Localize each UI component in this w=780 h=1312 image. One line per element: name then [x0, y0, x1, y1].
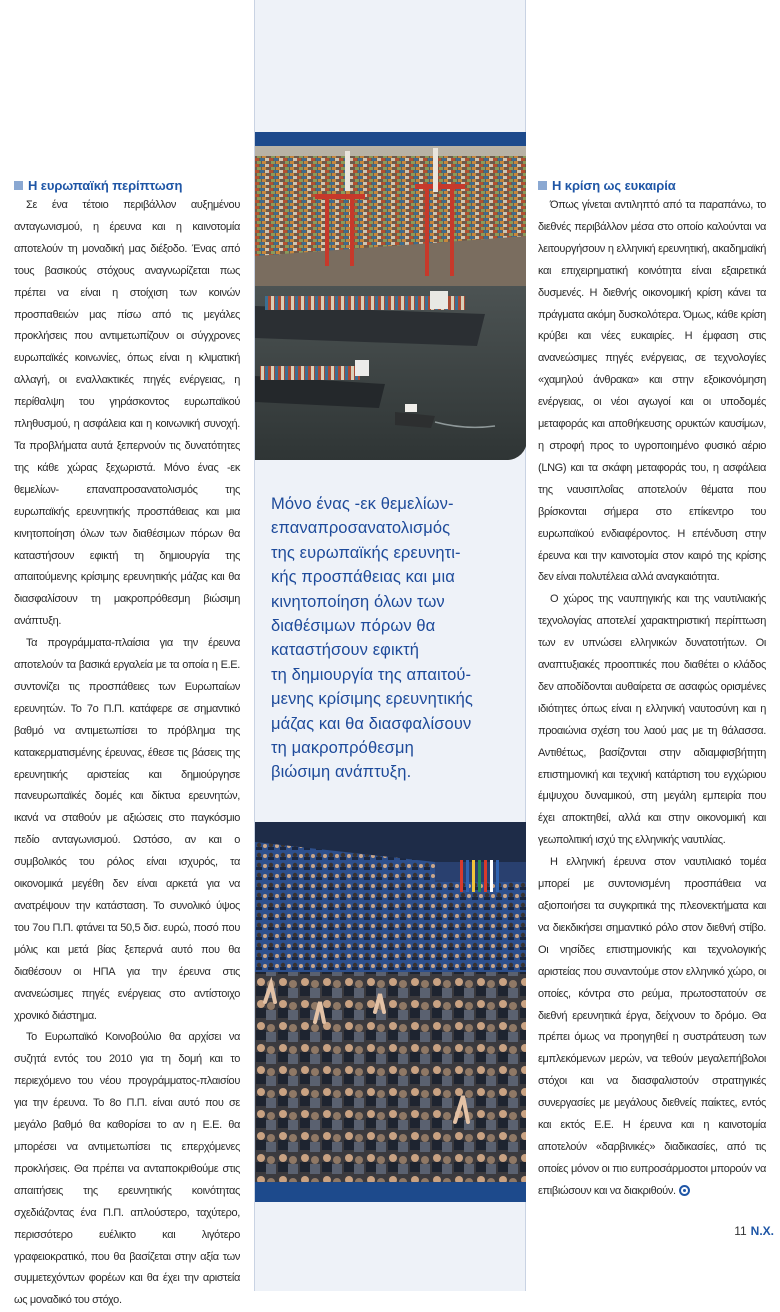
pull-quote-line: βιώσιμη ανάπτυξη. [271, 763, 412, 782]
middle-column [254, 0, 526, 1291]
pull-quote-line: τη δημιουργία της απαιτού- [271, 665, 472, 684]
section-heading [538, 178, 766, 193]
pull-quote-line: τη μακροπρόθεσμη [271, 739, 414, 758]
paragraph: Όπως γίνεται αντιληπτό από τα παραπάνω, το διεθνές περιβάλλον μέσα στο οποίο καλούνται να λειτουργήσουν η ελληνική ερευνητική, ακαδημαϊκή και επιχειρηματική κοινότητα είναι εξαιρετικά δυσμενές. Η διεθνής οικονομική κρίση κάνει τα πράγματα ακόμη δυσκολότερα. Όμως, κάθε κρίση κρύβει και νέες ευκαιρίες. Η έμφαση στις ανανεώσιμες πηγές ενέργειας, σε τεχνολογίες «χαμηλού άνθρακα» και στην εξοικονόμηση ενέργειας, οι νέοι αγωγοί και οι υποδομές μεταφοράς και αποθήκευσης ορυκτών καυσίμων, η στροφή προς το υγροποιημένο φυσικό αέριο (LNG) και τα σκάφη μεταφοράς του, η ασφάλεια της ναυσιπλοΐας αποτελούν θέματα που βρίσκονται σήμερα στο επίκεντρο του ευρωπαϊκού ενδιαφέροντος. Η επένδυση στην έρευνα και την καινοτομία στον καιρό της κρίσης δεν είναι πολυτέλεια αλλά αναγκαιότητα. [538, 199, 766, 584]
bullet-square-icon [538, 181, 547, 190]
publication-brand: Ν.Χ. [750, 1224, 774, 1238]
parliament-illustration [255, 822, 527, 1202]
pull-quote-line: επαναπροσανατολισμός [271, 519, 451, 538]
right-column [526, 0, 780, 1291]
pull-quote-line: καταστήσουν εφικτή [271, 641, 419, 660]
heading-text: Η ευρωπαϊκή περίπτωση [28, 178, 183, 193]
page-number: 11 [734, 1224, 747, 1238]
paragraph: Σε ένα τέτοιο περιβάλλον αυξημένου ανταγωνισμού, η έρευνα και η καινοτομία αποτελούν τη μοναδική μας διέξοδο. Ένας από τους βασικούς στόχους αναγνωρίζεται πως πρέπει να είναι η στοίχιση των κοινών προσπαθειών μας πίσω από τις μεγάλες προκλήσεις που αντιμετωπίζουν οι σύγχρονες ευρωπαϊκές κοινωνίες, όπως είναι η κλιματική αλλαγή, οι εναλλακτικές πηγές ενέργειας, η περίθαλψη του γηράσκοντος ευρωπαϊκού πληθυσμού, η ασφάλεια και η κοινωνική συνοχή. Τα προβλήματα αυτά ξεπερνούν τις δυνατότητες της κάθε χώρας ξεχωριστά. Μόνο ένας -εκ θεμελίων- επαναπροσανατολισμός της ευρωπαϊκής ερευνητικής προσπάθειας και μια κινητοποίηση όλων των διαθέσιμων πόρων θα καταστήσουν εφικτή τη δημιουργία της απαιτούμενης κρίσιμης ερευνητικής μάζας και θα διασφαλίσουν τη μακροπρόθεσμη βιώσιμη ανάπτυξη. [14, 199, 240, 628]
heading-text: Η κρίση ως ευκαιρία [552, 178, 676, 193]
section-crisis-opportunity [538, 178, 766, 1203]
paragraph-text: Η ελληνική έρευνα στον ναυτιλιακό τομέα μπορεί με συντονισμένη προσπάθεια να αξιοποιήσει τα συγκριτικά της πλεονεκτήματα και να διεκδικήσει σημαντικό ρόλο στον διεθνή στίβο. Οι νησίδες επιστημονικής και τεχνολογικής αριστείας που συναντούμε στον ελληνικό χώρο, οι οποίες, κόντρα στο ρεύμα, πρωτοστατούν σε διεθνή ερευνητικά έργα, δείχνουν το δρόμο. Θα πρέπει όμως να προηγηθεί η συστράτευση των εμπλεκόμενων μερών, να τεθούν μεγαλεπήβολοι στόχοι και να διασφαλιστούν στρατηγικές συνεργασίες με μεγάλους διεθνείς παίκτες, εντός και εκτός Ε.Ε. Η έρευνα και η καινοτομία αποτελούν «δαρβινικές» διαδικασίες, από τις οποίες μόνον οι πιο ευπροσάρμοστοι μπορούν να επιβιώσουν και να διακριθούν. [538, 856, 766, 1197]
paragraph: Τα προγράμματα-πλαίσια για την έρευνα αποτελούν τα βασικά εργαλεία με τα οποία η Ε.Ε. συντονίζει τις προσπάθειες των Ευρωπαίων ερευνητών. Το 7ο Π.Π. κατάφερε σε σημαντικό βαθμό να αντιμετωπίσει το πρόβλημα της κατακερματισμένης έρευνας, έθεσε τις βάσεις της ερευνητικής αριστείας και δημιούργησε πανευρωπαϊκές δομές και δίκτυα ερευνητών, ικανά να σταθούν με αξιώσεις στο παγκόσμιο πεδίο ανταγωνισμού. Ωστόσο, αν και ο συμβολικός του ρόλος είναι ισχυρός, τα οικονομικά μεγέθη δεν είναι αρκετά για να ανατρέψουν την κατάσταση. Το συνολικό ύψος του 7ου Π.Π. φτάνει τα 50,5 δισ. ευρώ, ποσό που μόλις και μετά βίας ξεπερνά αυτό που θα διαθέσουν οι ΗΠΑ για την έρευνα στις ανανεώσιμες πηγές ενέργειας στο αντίστοιχο χρονικό διάστημα. [14, 637, 240, 1022]
pull-quote-line: της ευρωπαϊκής ερευνητι- [271, 543, 461, 562]
paragraph: Ο χώρος της ναυπηγικής και της ναυτιλιακής τεχνολογίας αποτελεί χαρακτηριστική περίπτωση των εν υπνώσει ελληνικών δυνατοτήτων. Οι αναπτυξιακές προοπτικές που διαθέτει ο κλάδος δεν αποδίδονται αυθαίρετα σε ασαφώς ορισμένες ιδιότητες όπως είναι η ελληνική ναυτοσύνη και η προαιώνια σχέση του λαού μας με τη θάλασσα. Αντιθέτως, βασίζονται στην αδιαμφισβήτητη επιστημονική και τεχνική κατάρτιση του εγχώριου έμψυχου δυναμικού, στη μεγάλη εμπειρία που έχει αποκτηθεί, αλλά και στην οικονομική και γεωπολιτική ισχύ της ελληνικής ναυτιλίας. [538, 593, 766, 847]
section-heading [14, 178, 240, 193]
paragraph [538, 852, 766, 1203]
article-body [538, 195, 766, 1203]
container-port-photo [255, 132, 527, 460]
paragraph: Το Ευρωπαϊκό Κοινοβούλιο θα αρχίσει να συζητά εντός του 2010 για τη δομή και το περιεχόμενο του νέου προγράμματος-πλαισίου για την έρευνα. Το 8ο Π.Π. είναι αυτό που σε μεγάλο βαθμό θα καθορίσει το αν η Ε.Ε. θα μπορέσει να αντιμετωπίσει τις επερχόμενες προκλήσεις. Θα πρέπει να ανταποκριθούμε στις απαιτήσεις της ερευνητικής κοινότητας σχεδιάζοντας ένα Π.Π. απλούστερο, ταχύτερο, περισσότερο ευέλικτο και λιγότερο γραφειοκρατικό, που θα βασίζεται στην αξία των συμμετεχόντων φορέων και θα έχει την αριστεία ως μοναδικό του στόχο. [14, 1031, 240, 1307]
pull-quote-line: κής προσπάθειας και μια [271, 568, 455, 587]
pull-quote-line: διαθέσιμων πόρων θα [271, 617, 436, 636]
page-footer [734, 1224, 774, 1238]
pull-quote-line: μάζας και θα διασφαλίσουν [271, 714, 472, 733]
pull-quote-line: μενης κρίσιμης ερευνητικής [271, 690, 473, 709]
pull-quote-line: Μόνο ένας -εκ θεμελίων- [271, 495, 454, 513]
pull-quote [271, 492, 519, 785]
left-column [0, 0, 254, 1307]
article-body [14, 195, 240, 1312]
parliament-photo [255, 822, 527, 1202]
bullet-square-icon [14, 181, 23, 190]
end-of-article-icon [679, 1185, 690, 1196]
container-port-illustration [255, 146, 527, 460]
pull-quote-line: κινητοποίηση όλων των [271, 592, 445, 611]
section-european-case [14, 178, 240, 1312]
